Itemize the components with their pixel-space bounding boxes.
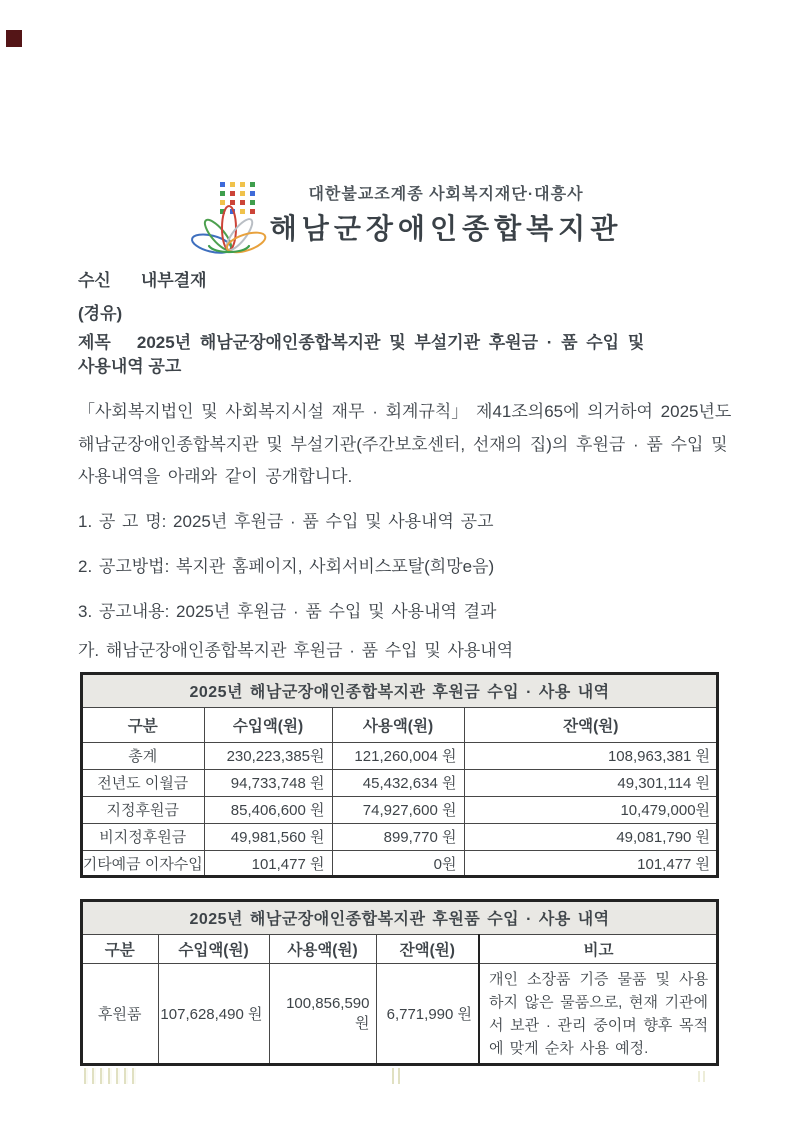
subject-label: 제목: [78, 333, 111, 352]
cell-category: 기타예금 이자수입: [81, 850, 204, 877]
col-header: 사용액(원): [269, 934, 376, 963]
list-item: 3. 공고내용: 2025년 후원금 · 품 수입 및 사용내역 결과: [78, 602, 497, 621]
cell-balance: 6,771,990 원: [376, 963, 479, 1065]
cell-used: 121,260,004 원: [332, 742, 464, 769]
table-row: [81, 850, 718, 877]
cell-category: 총계: [81, 742, 204, 769]
col-header: 잔액(원): [376, 934, 479, 963]
cell-income: 230,223,385원: [204, 742, 332, 769]
table-row: [81, 769, 718, 796]
cell-category: 후원품: [81, 963, 158, 1065]
recipient-value: 내부결재: [140, 271, 207, 290]
table-row: [81, 963, 718, 1065]
cell-income: 107,628,490 원: [158, 963, 269, 1065]
body-line: 사용내역을 아래와 같이 공개합니다.: [78, 467, 353, 486]
table-row: [81, 742, 718, 769]
cell-note: 개인 소장품 기증 물품 및 사용하지 않은 물품으로, 현재 기관에서 보관 · 관리 중이며 향후 목적에 맞게 순차 사용 예정.: [479, 963, 718, 1065]
cell-income: 49,981,560 원: [204, 823, 332, 850]
table-title: 2025년 해남군장애인종합복지관 후원금 수입 · 사용 내역: [81, 673, 718, 707]
logo-dot: [250, 182, 255, 187]
logo-dot: [220, 182, 225, 187]
table-header-row: [81, 934, 718, 963]
cell-used: 100,856,590 원: [269, 963, 376, 1065]
scan-artifact: [698, 1071, 705, 1082]
col-header: 비고: [479, 934, 718, 963]
subject-block: [78, 331, 743, 379]
cell-income: 85,406,600 원: [204, 796, 332, 823]
lotus-flower-icon: [183, 191, 275, 255]
col-header: 구분: [81, 707, 204, 742]
table-row: [81, 823, 718, 850]
via-line: (경유): [78, 304, 123, 323]
org-logo: [183, 179, 275, 251]
cell-income: 94,733,748 원: [204, 769, 332, 796]
col-header: 구분: [81, 934, 158, 963]
recipient-label: 수신: [78, 271, 111, 290]
scan-artifact: [392, 1068, 402, 1084]
cell-balance: 108,963,381 원: [464, 742, 718, 769]
scan-artifact: [84, 1068, 138, 1084]
cell-category: 지정후원금: [81, 796, 204, 823]
cell-income: 101,477 원: [204, 850, 332, 877]
cell-used: 0원: [332, 850, 464, 877]
org-name: 해남군장애인종합복지관: [269, 213, 623, 244]
scan-corner-mark: [6, 30, 22, 47]
cell-used: 45,432,634 원: [332, 769, 464, 796]
subject-line1: 2025년 해남군장애인종합복지관 및 부설기관 후원금 · 품 수입 및: [136, 333, 645, 352]
body-paragraph: [78, 396, 758, 494]
col-header: 사용액(원): [332, 707, 464, 742]
body-line: 「사회복지법인 및 사회복지시설 재무 · 회계규칙」 제41조의65에 의거하여 2025년도: [78, 402, 732, 421]
cell-used: 74,927,600 원: [332, 796, 464, 823]
col-header: 수입액(원): [158, 934, 269, 963]
announcement-list: [78, 507, 496, 622]
letterhead: [266, 181, 626, 247]
table-header-row: [81, 707, 718, 742]
col-header: 수입액(원): [204, 707, 332, 742]
body-line: 해남군장애인종합복지관 및 부설기관(주간보호센터, 선재의 집)의 후원금 · 품 수입 및: [78, 434, 728, 454]
cell-used: 899,770 원: [332, 823, 464, 850]
donation-money-table: [80, 672, 719, 878]
logo-dot: [230, 182, 235, 187]
section-heading: 가. 해남군장애인종합복지관 후원금 · 품 수입 및 사용내역: [78, 641, 514, 660]
table-row: [81, 796, 718, 823]
table-title: 2025년 해남군장애인종합복지관 후원품 수입 · 사용 내역: [81, 900, 718, 934]
org-subtitle: 대한불교조계종 사회복지재단·대흥사: [308, 186, 584, 203]
subject-line2: 사용내역 공고: [78, 357, 182, 376]
list-item: 1. 공 고 명: 2025년 후원금 · 품 수입 및 사용내역 공고: [78, 512, 494, 531]
cell-balance: 49,301,114 원: [464, 769, 718, 796]
recipient-line: [78, 266, 207, 291]
list-item: 2. 공고방법: 복지관 홈페이지, 사회서비스포탈(희망e음): [78, 557, 495, 576]
cell-balance: 49,081,790 원: [464, 823, 718, 850]
cell-balance: 10,479,000원: [464, 796, 718, 823]
donation-goods-table: [80, 899, 719, 1066]
col-header: 잔액(원): [464, 707, 718, 742]
cell-balance: 101,477 원: [464, 850, 718, 877]
cell-category: 비지정후원금: [81, 823, 204, 850]
cell-category: 전년도 이월금: [81, 769, 204, 796]
logo-dot: [240, 182, 245, 187]
